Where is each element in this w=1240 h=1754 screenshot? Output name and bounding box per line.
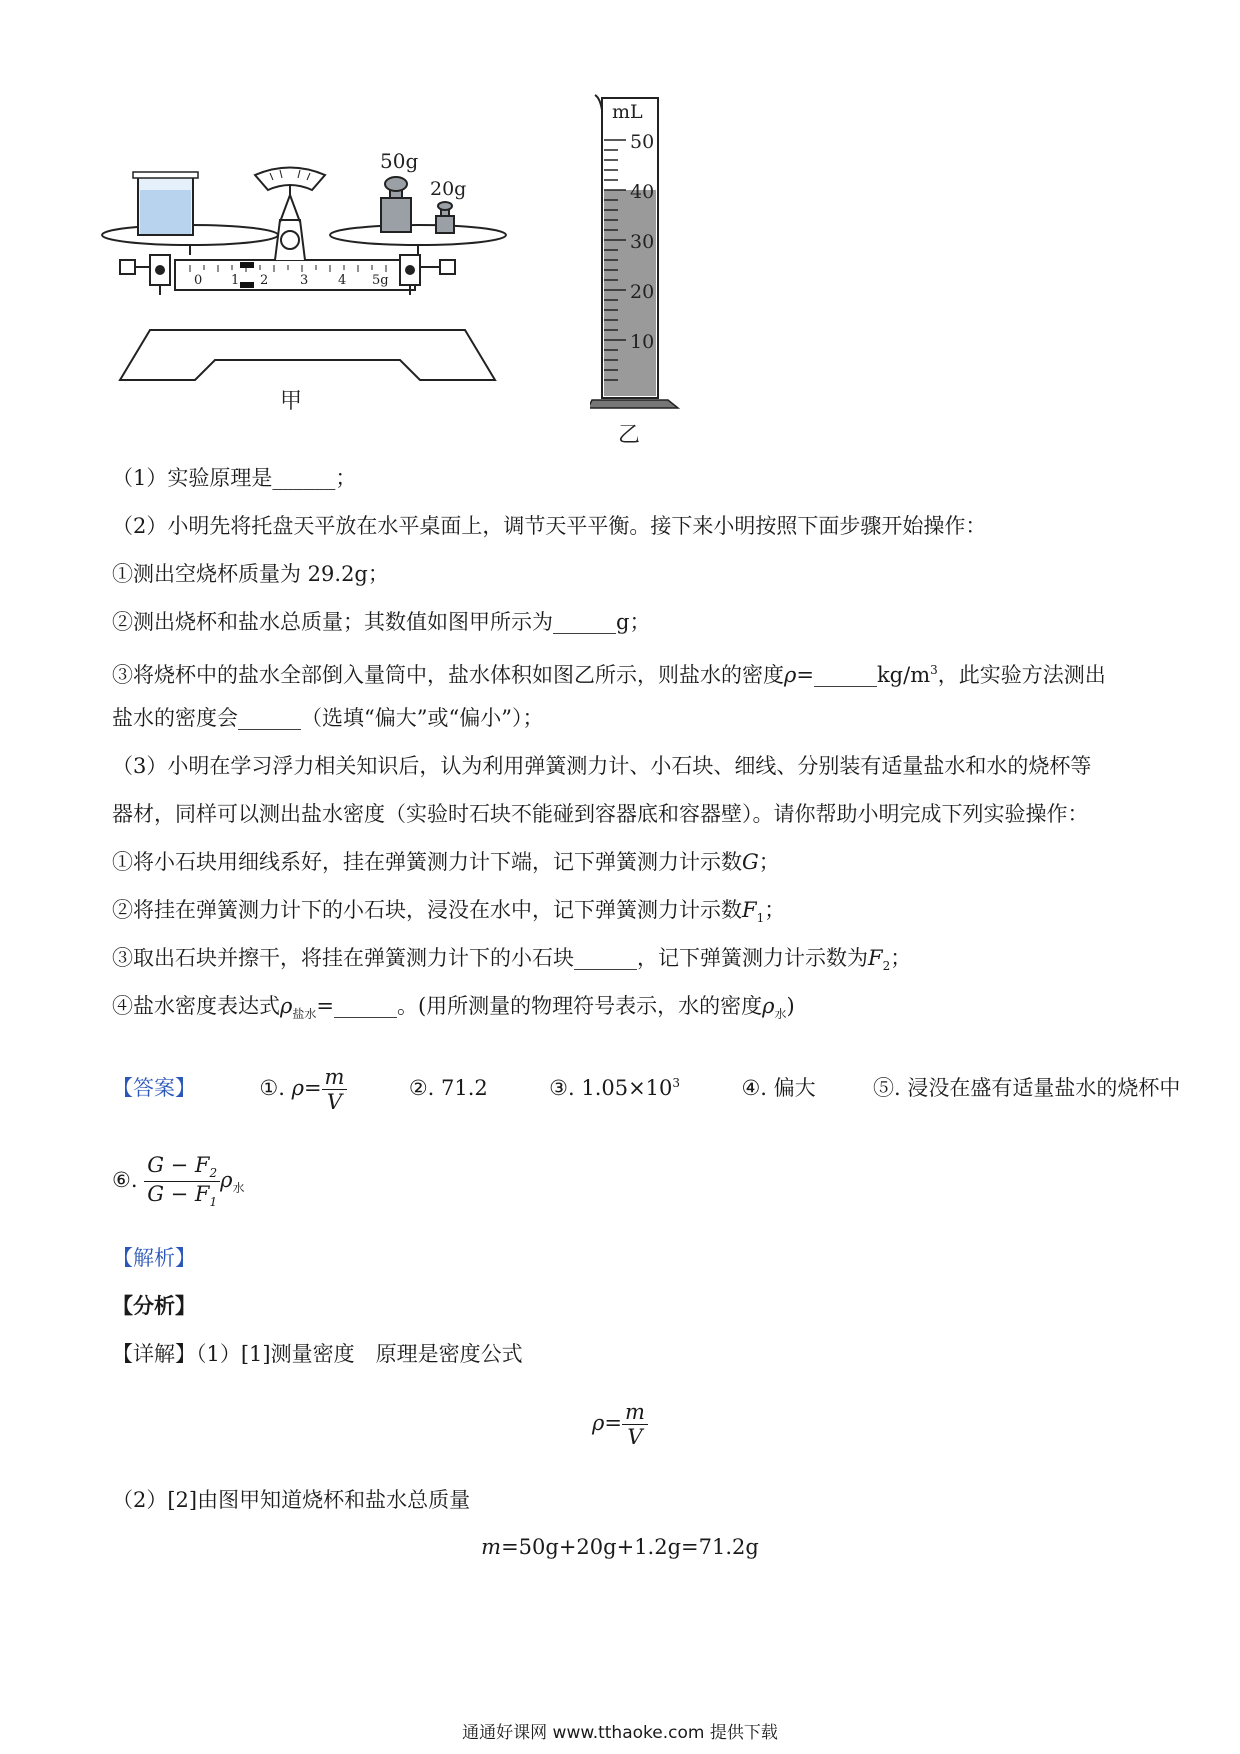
figure-b-label: 乙	[618, 423, 641, 448]
scale-tick-0: 0	[194, 273, 203, 288]
formula-2-rest: =50g+20g+1.2g=71.2g	[501, 1535, 759, 1559]
weight-50g-label: 50g	[380, 150, 419, 173]
answer-6-num: G − F	[147, 1153, 210, 1178]
answer-1-fraction	[322, 1065, 348, 1114]
var-f1: F	[742, 898, 757, 922]
answer-6-den-sub: 1	[209, 1195, 218, 1210]
answer-6-row	[112, 1150, 245, 1218]
q3-2-text: ②将挂在弹簧测力计下的小石块，浸没在水中，记下弹簧测力计示数	[112, 898, 742, 922]
answer-3: ③. 1.05×10	[549, 1076, 673, 1100]
var-f1-sub: 1	[756, 911, 765, 926]
q3-1-text: ①将小石块用细线系好，挂在弹簧测力计下端，记下弹簧测力计示数	[112, 850, 742, 874]
rho-symbol: ρ	[784, 663, 797, 687]
question-2-step-4: 盐水的密度会______（选填“偏大”或“偏小”）；	[112, 706, 544, 730]
rho-saltwater-sub: 盐水	[292, 1007, 317, 1022]
cylinder-figure	[590, 90, 710, 450]
answer-6-fraction	[144, 1153, 220, 1210]
xiangjie-line: 【详解】（1）[1]测量密度 原理是密度公式	[112, 1342, 523, 1366]
fenxi-label: 【分析】	[112, 1293, 196, 1318]
rho-saltwater: ρ	[280, 994, 293, 1018]
question-3-line-1: （3）小明在学习浮力相关知识后，认为利用弹簧测力计、小石块、细线、分别装有适量盐水和水的烧杯等	[112, 754, 1092, 778]
cylinder-tick-40: 40	[630, 181, 655, 203]
answer-5: ⑤. 浸没在盛有适量盐水的烧杯中	[873, 1076, 1181, 1100]
answer-1-rho: ρ	[291, 1076, 304, 1100]
q3-4-blank: =______。(用所测量的物理符号表示，水的密度	[316, 994, 763, 1018]
cylinder-tick-10: 10	[630, 331, 655, 353]
cylinder-tick-50: 50	[630, 131, 655, 153]
q3-1-tail: ；	[758, 850, 780, 874]
formula-density	[0, 1400, 1240, 1449]
q3-3-tail: ；	[890, 946, 912, 970]
formula-1-den: V	[627, 1425, 643, 1450]
var-g: G	[742, 850, 759, 874]
question-3-step-4	[112, 991, 795, 1029]
question-1: （1）实验原理是______；	[112, 466, 357, 490]
answer-1-den: V	[326, 1090, 343, 1114]
answer-6-prefix: ⑥.	[112, 1168, 138, 1192]
q2-3-sup: 3	[930, 663, 938, 677]
question-2-step-2: ②测出烧杯和盐水总质量；其数值如图甲所示为______g；	[112, 610, 651, 634]
q2-3-blank: =______kg/m	[796, 663, 931, 687]
formula-1-rho: ρ	[592, 1411, 605, 1436]
jiexi-label: 【解析】	[112, 1246, 196, 1270]
rho-water: ρ	[762, 994, 775, 1018]
answer-1-num: m	[322, 1065, 348, 1090]
q2-3-tail: ，此实验方法测出	[937, 663, 1106, 687]
formula-1-num: m	[622, 1400, 648, 1425]
formula-mass	[0, 1535, 1240, 1559]
answer-6-rho: ρ	[220, 1168, 233, 1192]
cylinder-tick-20: 20	[630, 281, 655, 303]
question-2-intro: （2）小明先将托盘天平放在水平桌面上，调节天平平衡。接下来小明按照下面步骤开始操作：	[112, 514, 987, 538]
formula-1-eq: =	[604, 1411, 623, 1436]
scale-tick-5: 5g	[372, 273, 389, 288]
scale-tick-2: 2	[260, 273, 269, 288]
answer-6-num-sub: 2	[209, 1166, 218, 1181]
var-f2-sub: 2	[882, 959, 891, 974]
weight-20g-label: 20g	[430, 178, 467, 200]
answer-4: ④. 偏大	[741, 1076, 816, 1100]
question-3-step-1	[112, 847, 780, 877]
scale-tick-3: 3	[300, 273, 309, 288]
question-3-line-2: 器材，同样可以测出盐水密度（实验时石块不能碰到容器底和容器壁）。请你帮助小明完成下列实验操作：	[112, 802, 1089, 826]
part-2-line: （2）[2]由图甲知道烧杯和盐水总质量	[112, 1488, 471, 1512]
q3-4-tail: )	[786, 994, 795, 1018]
var-f2: F	[868, 946, 883, 970]
cylinder-tick-30: 30	[630, 231, 655, 253]
answer-6-rho-sub: 水	[232, 1181, 245, 1196]
answer-3-sup: 3	[672, 1076, 681, 1090]
answer-row	[112, 1058, 1180, 1114]
answer-2: ②. 71.2	[408, 1076, 488, 1100]
rho-water-sub: 水	[774, 1007, 787, 1022]
scale-tick-4: 4	[338, 273, 347, 288]
footer: 通通好课网 www.tthaoke.com 提供下载	[462, 1723, 778, 1743]
cylinder-unit: mL	[612, 101, 643, 123]
formula-2-var: m	[481, 1535, 502, 1559]
question-3-step-3	[112, 943, 911, 981]
q3-4-text: ④盐水密度表达式	[112, 994, 280, 1018]
answer-1-eq: =	[303, 1076, 322, 1100]
q3-2-tail: ；	[764, 898, 786, 922]
formula-1-fraction	[622, 1400, 648, 1449]
answer-label: 【答案】	[112, 1076, 196, 1100]
answer-1-prefix: ①.	[259, 1076, 285, 1100]
q2-3-text: ③将烧杯中的盐水全部倒入量筒中，盐水体积如图乙所示，则盐水的密度	[112, 663, 784, 687]
q3-3-text: ③取出石块并擦干，将挂在弹簧测力计下的小石块______，记下弹簧测力计示数为	[112, 946, 868, 970]
figure-a-label: 甲	[280, 389, 303, 414]
question-2-step-3	[112, 655, 1106, 690]
scale-tick-1: 1	[231, 273, 240, 288]
question-3-step-2	[112, 895, 785, 933]
balance-figure	[100, 150, 520, 420]
answer-6-den: G − F	[147, 1182, 210, 1206]
question-2-step-1: ①测出空烧杯质量为 29.2g；	[112, 562, 389, 586]
